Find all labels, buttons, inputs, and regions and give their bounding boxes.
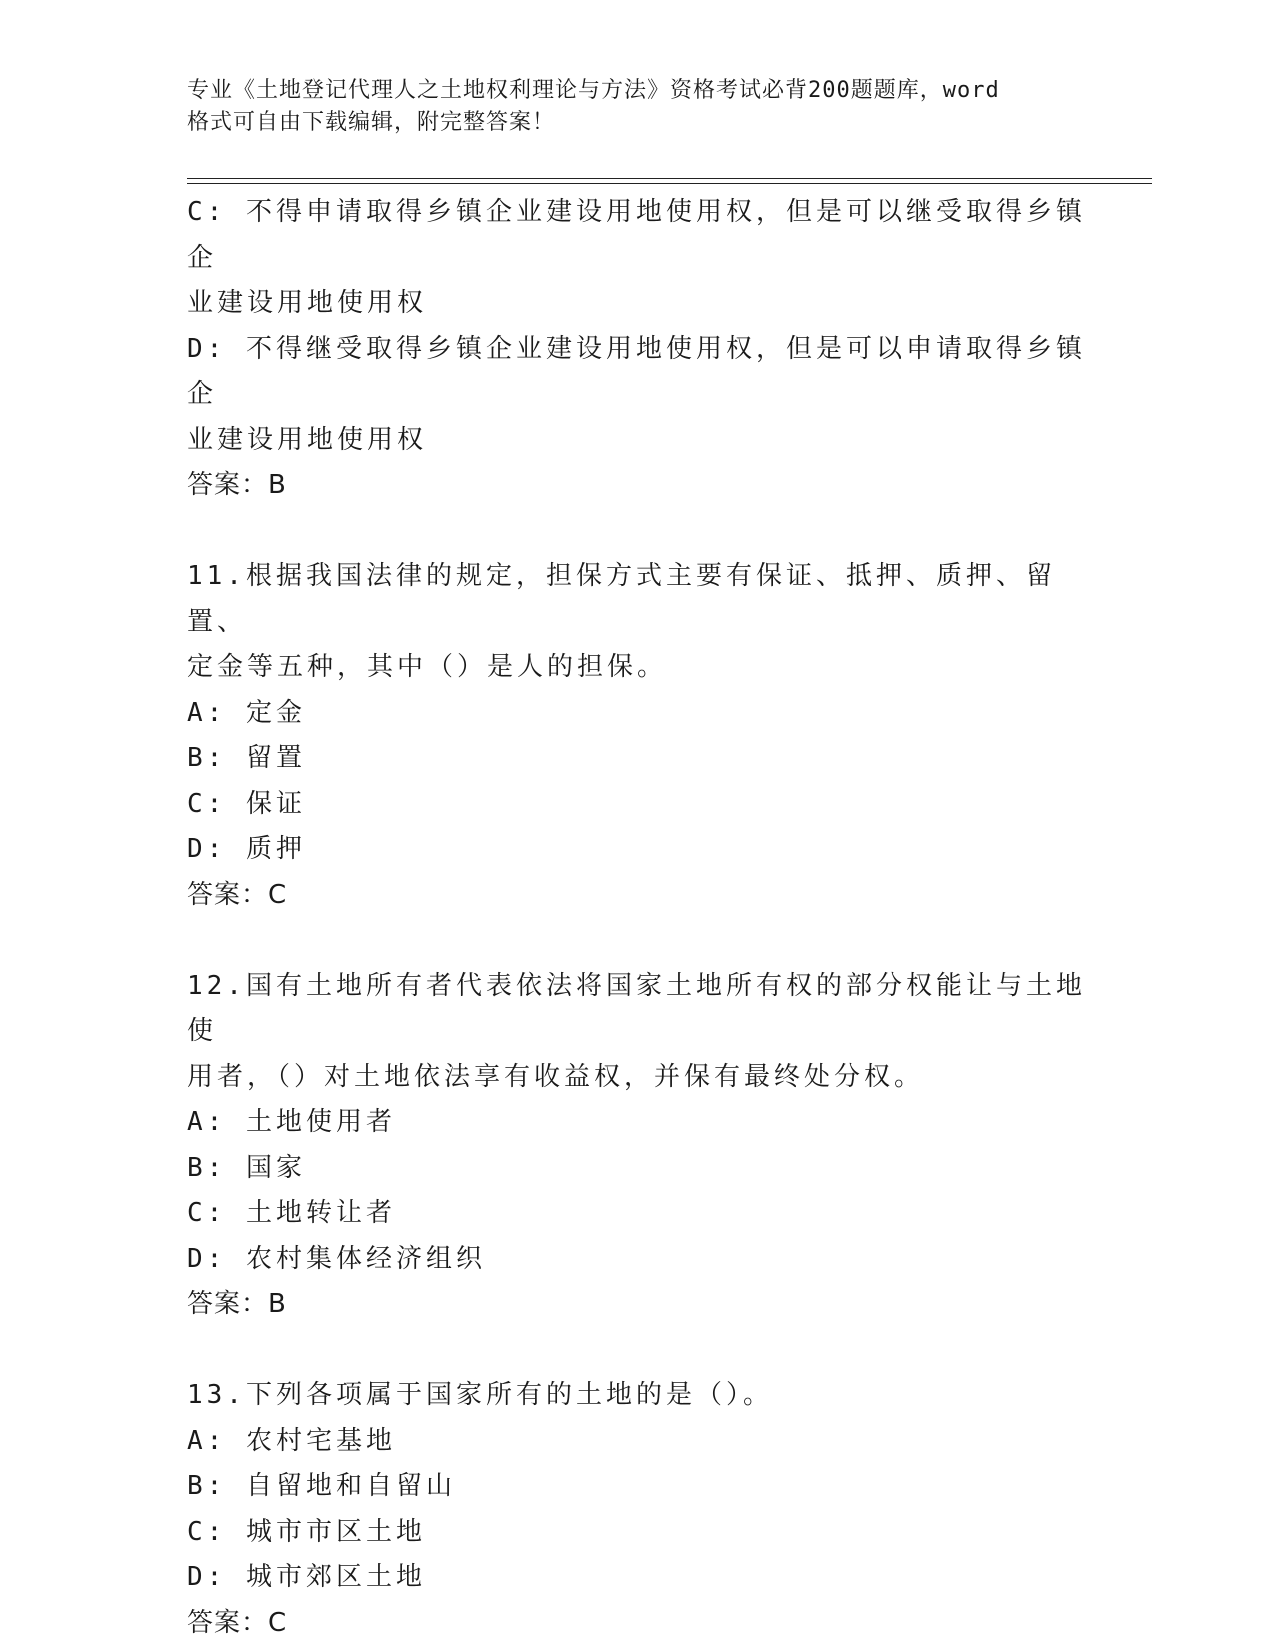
option-b: B: 国家	[187, 1152, 306, 1183]
header-title-line-1: 专业《土地登记代理人之土地权利理论与方法》资格考试必背200题题库，word	[187, 78, 1000, 103]
option-d: D: 农村集体经济组织	[187, 1243, 486, 1274]
header-divider-bottom	[187, 183, 1152, 184]
option-a: A: 土地使用者	[187, 1107, 396, 1137]
option-d-continuation: 业建设用地使用权	[187, 424, 428, 455]
question-stem: 12.国有土地所有者代表依法将国家土地所有权的部分权能让与土地使	[187, 970, 1086, 1046]
question-spacer	[187, 918, 1087, 964]
header-divider-top	[187, 178, 1152, 179]
answer-line: 答案：C	[187, 1607, 288, 1638]
option-d: D: 质押	[187, 834, 306, 864]
option-b: B: 自留地和自留山	[187, 1471, 456, 1501]
question-block-13	[187, 1373, 1087, 1646]
question-content	[187, 190, 1087, 1646]
option-d: D: 城市郊区土地	[187, 1562, 426, 1592]
question-spacer	[187, 509, 1087, 555]
header-title-line-2: 格式可自由下载编辑，附完整答案！	[187, 110, 556, 135]
option-c: C: 保证	[187, 788, 306, 819]
option-c-continuation: 业建设用地使用权	[187, 288, 428, 318]
option-a: A: 农村宅基地	[187, 1425, 396, 1456]
answer-line: 答案：B	[187, 1289, 287, 1319]
option-a: A: 定金	[187, 697, 306, 728]
answer-line: 答案：C	[187, 879, 288, 910]
question-stem: 13.下列各项属于国家所有的土地的是（）。	[187, 1380, 773, 1410]
question-stem: 11.根据我国法律的规定，担保方式主要有保证、抵押、质押、留置、	[187, 561, 1056, 637]
option-c: C: 土地转让者	[187, 1198, 396, 1228]
option-c-line: C: 不得申请取得乡镇企业建设用地使用权，但是可以继受取得乡镇企	[187, 197, 1086, 273]
option-c: C: 城市市区土地	[187, 1516, 426, 1547]
document-header	[187, 75, 1067, 139]
question-stem-continuation: 定金等五种，其中（）是人的担保。	[187, 652, 668, 682]
question-block-10	[187, 190, 1087, 509]
question-stem-continuation: 用者，（）对土地依法享有收益权，并保有最终处分权。	[187, 1061, 925, 1092]
option-b: B: 留置	[187, 743, 306, 773]
question-block-11	[187, 554, 1087, 918]
question-block-12	[187, 964, 1087, 1328]
option-d-line: D: 不得继受取得乡镇企业建设用地使用权，但是可以申请取得乡镇企	[187, 333, 1086, 409]
answer-line: 答案：B	[187, 470, 287, 500]
question-spacer	[187, 1328, 1087, 1374]
